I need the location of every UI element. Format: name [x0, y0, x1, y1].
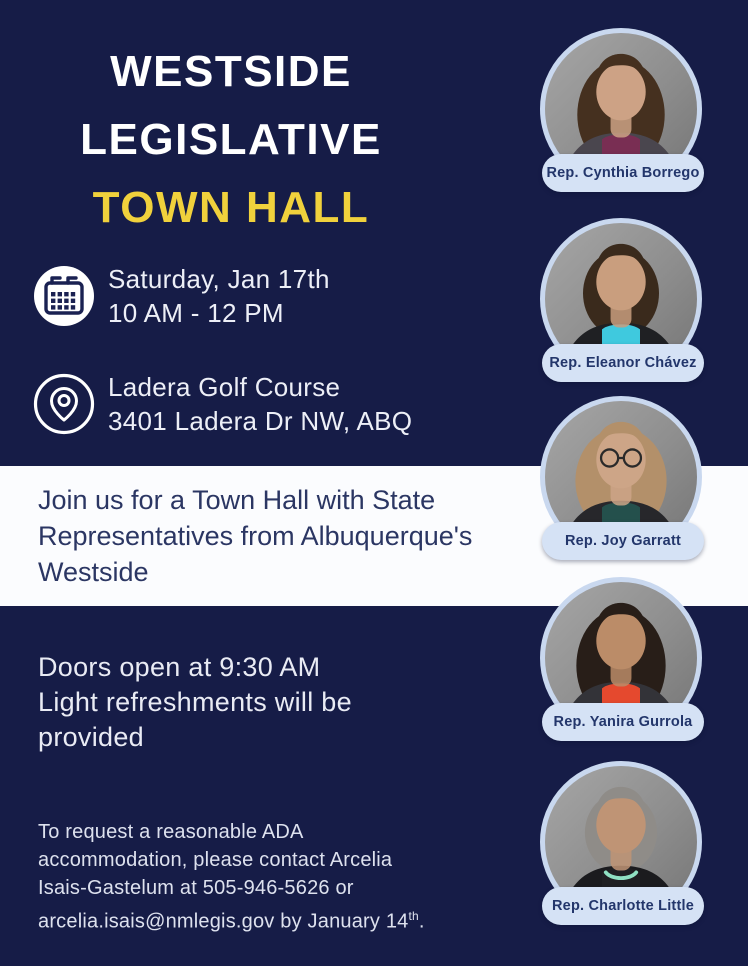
event-location-row: [33, 370, 412, 438]
refreshments-line-1: Light refreshments will be: [38, 687, 352, 717]
rep-name: Rep. Yanira Gurrola: [553, 714, 693, 730]
venue-address: 3401 Ladera Dr NW, ABQ: [108, 406, 413, 436]
title-line-town-hall: TOWN HALL: [92, 183, 370, 232]
rep-name-pill: [542, 344, 704, 382]
rep-name-pill: [542, 522, 704, 560]
rep-badge-joy-garratt: [540, 396, 708, 562]
rep-name-pill: [542, 154, 704, 192]
details-text: [38, 650, 352, 755]
rep-name: Rep. Charlotte Little: [552, 898, 694, 914]
ada-ordinal-suffix: th: [408, 909, 419, 923]
location-pin-icon: [33, 373, 95, 435]
title-line-westside: WESTSIDE: [110, 47, 352, 96]
rep-name-pill: [542, 887, 704, 925]
ada-text: To request a reasonable ADA accommodation, please contact Arcelia Isais-Gastelum at 505-946-5626 or arcelia.isais@nmlegis.gov by January 14: [38, 821, 409, 933]
event-datetime-row: [33, 262, 330, 330]
rep-badge-cynthia-borrego: [540, 28, 708, 194]
refreshments-line-2: provided: [38, 722, 144, 752]
event-datetime-text: [108, 262, 330, 330]
ada-accommodation-note: [38, 818, 442, 936]
rep-badge-yanira-gurrola: [540, 577, 708, 743]
ada-period: .: [418, 910, 425, 933]
rep-name: Rep. Joy Garratt: [564, 533, 681, 549]
calendar-icon: [33, 265, 95, 327]
event-date: Saturday, Jan 17th: [108, 264, 330, 294]
event-time: 10 AM - 12 PM: [108, 298, 284, 328]
venue-name: Ladera Golf Course: [108, 372, 341, 402]
rep-name: Rep. Cynthia Borrego: [546, 165, 700, 181]
title-line-legislative: LEGISLATIVE: [80, 115, 382, 164]
rep-name-pill: [542, 703, 704, 741]
rep-badge-charlotte-little: [540, 761, 708, 927]
event-location-text: [108, 370, 412, 438]
rep-name: Rep. Eleanor Chávez: [549, 355, 697, 371]
page-title: [0, 38, 462, 242]
intro-banner-text: Join us for a Town Hall with State Representatives from Albuquerque's Westside: [38, 485, 473, 587]
doors-open-line: Doors open at 9:30 AM: [38, 652, 321, 682]
rep-badge-eleanor-chavez: [540, 218, 708, 384]
